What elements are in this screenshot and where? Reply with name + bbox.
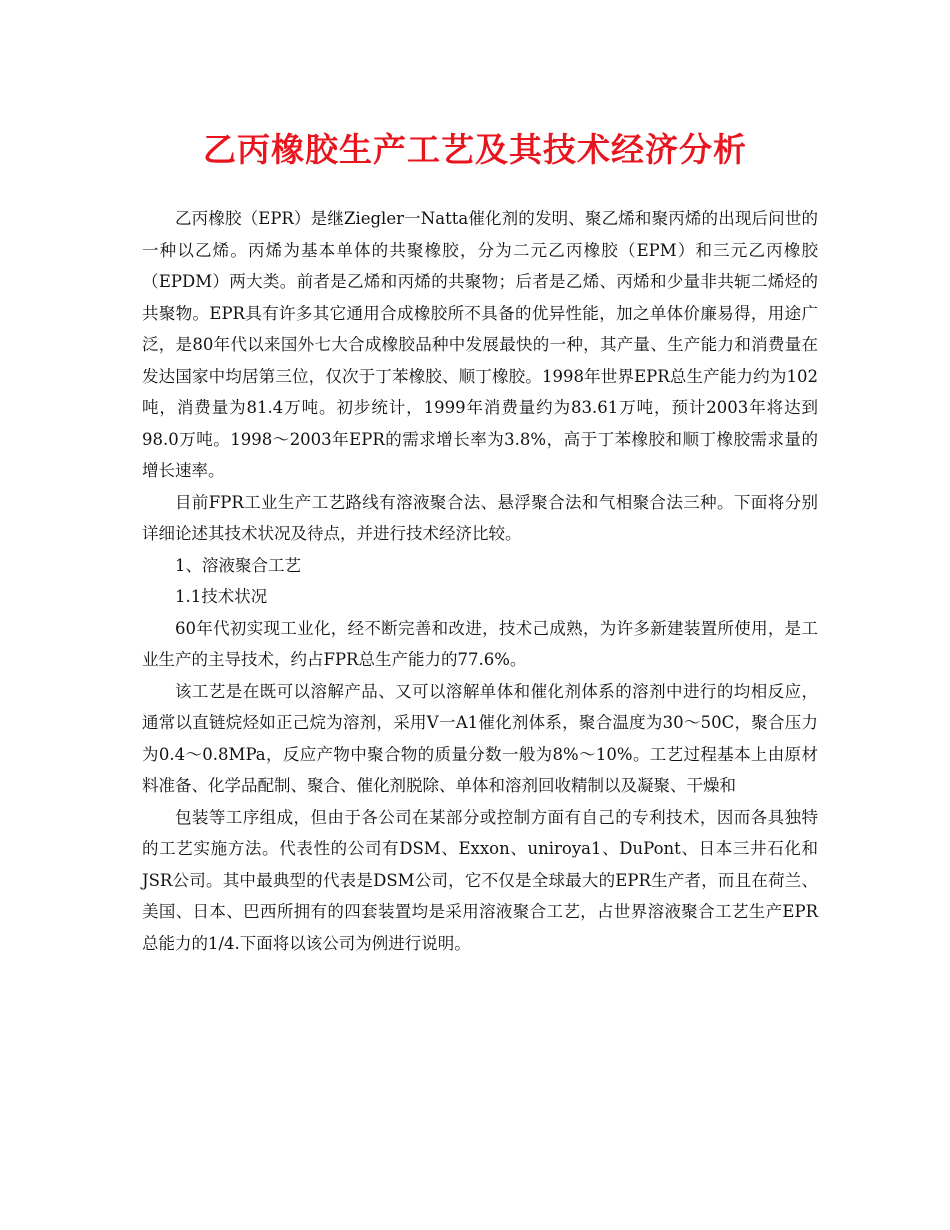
paragraph-process-description: 该工艺是在既可以溶解产品、又可以溶解单体和催化剂体系的溶剂中进行的均相反应，通常以直链烷烃如正己烷为溶剂，采用V一A1催化剂体系，聚合温度为30～50C，聚合压力为0.4～0.8MPa，反应产物中聚合物的质量分数一般为8%～10%。工艺过程基本上由原材料准备、化学品配制、聚合、催化剂脱除、单体和溶剂回收精制以及凝聚、干燥和 [142,681,818,795]
document-title: 乙丙橡胶生产工艺及其技术经济分析 [203,130,747,169]
paragraph-industrialization: 60年代初实现工业化，经不断完善和改进，技术己成熟，为许多新建装置所使用，是工业生产的主导技术，约占FPR总生产能力的77.6%。 [142,618,818,669]
subsection-heading-technical-status: 1.1技术状况 [175,587,268,606]
paragraph-process-overview: 目前FPR工业生产工艺路线有溶液聚合法、悬浮聚合法和气相聚合法三种。下面将分别详细论述其技术状况及待点，并进行技术经济比较。 [142,492,818,543]
paragraph-companies: 包装等工序组成，但由于各公司在某部分或控制方面有自己的专利技术，因而各具独特的工艺实施方法。代表性的公司有DSM、Exxon、uniroya1、DuPont、日本三井石化和JSR公司。其中最典型的代表是DSM公司，它不仅是全球最大的EPR生产者，而且在荷兰、美国、日本、巴西所拥有的四套装置均是采用溶液聚合工艺，占世界溶液聚合工艺生产EPR总能力的1/4.下面将以该公司为例进行说明。 [142,807,818,953]
document-body [142,203,818,959]
paragraph-intro: 乙丙橡胶（EPR）是继Ziegler一Natta催化剂的发明、聚乙烯和聚丙烯的出现后问世的一种以乙烯。丙烯为基本单体的共聚橡胶，分为二元乙丙橡胶（EPM）和三元乙丙橡胶（EPDM）两大类。前者是乙烯和丙烯的共聚物；后者是乙烯、丙烯和少量非共轭二烯烃的共聚物。EPR具有许多其它通用合成橡胶所不具备的优异性能，加之单体价廉易得，用途广泛，是80年代以来国外七大合成橡胶品种中发展最快的一种，其产量、生产能力和消费量在发达国家中均居第三位，仅次于丁苯橡胶、顺丁橡胶。1998年世界EPR总生产能力约为102吨，消费量为81.4万吨。初步统计，1999年消费量约为83.61万吨，预计2003年将达到98.0万吨。1998～2003年EPR的需求增长率为3.8%，高于丁苯橡胶和顺丁橡胶需求量的增长速率。 [142,209,818,480]
section-heading-solution-polymerization: 1、溶液聚合工艺 [175,555,301,575]
